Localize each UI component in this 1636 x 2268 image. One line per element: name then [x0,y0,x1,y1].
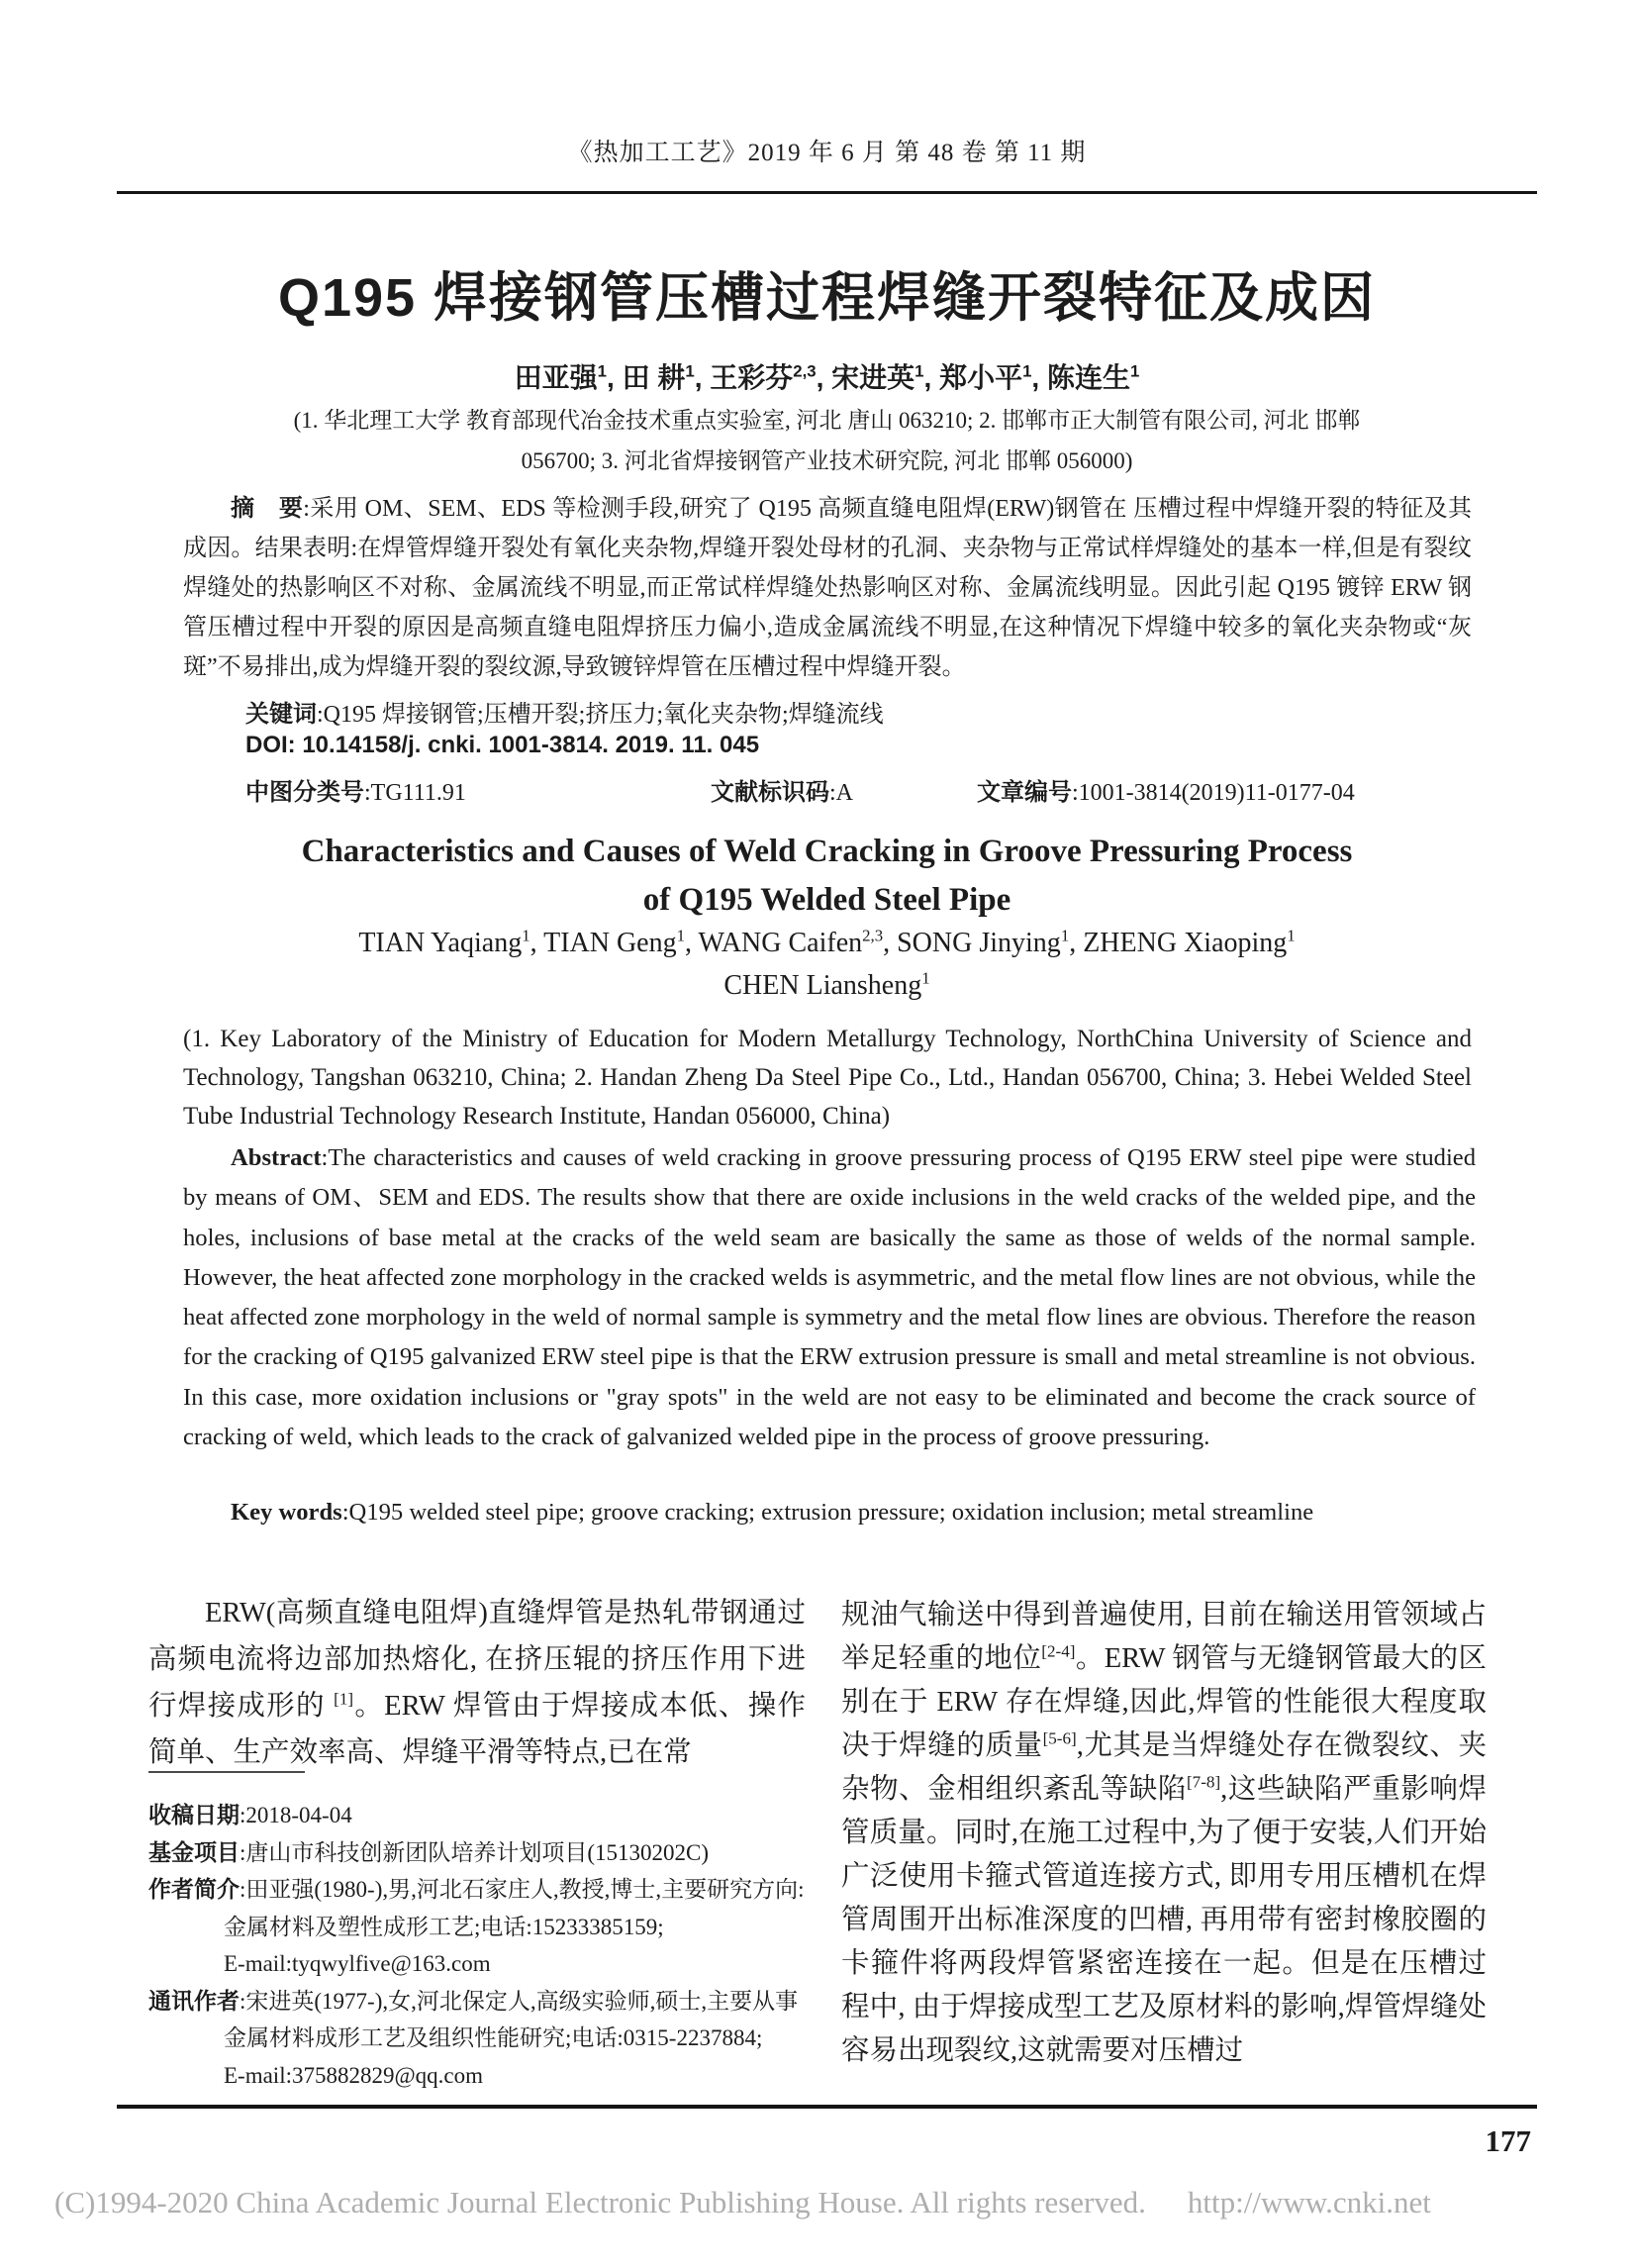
affiliation-en: (1. Key Laboratory of the Ministry of Education for Modern Metallurgy Technology, NorthChina University of Science and Technology, Tangshan 063210, China; 2. Handan Zheng Da Steel Pipe Co., Ltd., Handan 056700, China; 3. Hebei Welded Steel Tube Industrial Technology Research Institute, Handan 056000, China) [183,1026,1472,1130]
copyright-footer [54,2185,1539,2220]
title-en-line: Characteristics and Causes of Weld Cracking in Groove Pressuring Process [301,834,1353,869]
affiliation-cn-line: 056700; 3. 河北省焊接钢管产业技术研究院, 河北 邯郸 056000) [521,448,1133,473]
keywords-en [183,1499,1476,1527]
abstract-en-label: Abstract [231,1144,322,1171]
keywords-en-text: :Q195 welded steel pipe; groove cracking; extrusion pressure; oxidation inclusion; metal streamline [341,1499,1314,1526]
footer-rule [117,2105,1537,2109]
authors-en-line: CHEN Liansheng$^1$ [723,968,930,1001]
keywords-cn-label: 关键词 [245,701,317,728]
cnki-url: http://www.cnki.net [1187,2185,1431,2219]
title-en-line: of Q195 Welded Steel Pipe [642,882,1011,918]
footnote-fund-project: 基金项目:唐山市科技创新团队培养计划项目(15130202C) [148,1838,710,1865]
journal-header: 《热加工工艺》2019 年 6 月 第 48 卷 第 11 期 [567,140,1087,166]
footnote-rule [148,1771,305,1773]
authors-en [117,922,1537,1007]
authors-en-line: TIAN Yaqiang$^1$, TIAN Geng$^1$, WANG Caifen$^{2,3}$, SONG Jinying$^1$, ZHENG Xiaoping$^1$ [358,926,1296,958]
header-rule [117,191,1537,194]
keywords-en-label: Key words [231,1499,342,1526]
footnote-author-email: E-mail:tyqwylfive@163.com [224,1951,491,1976]
body-column-left: ERW(高频直缝电阻焊)直缝焊管是热轧带钢通过高频电流将边部加热熔化, 在挤压辊的挤压作用下进行焊接成形的 [1]。ERW 焊管由于焊接成本低、操作简单、生产效率高、焊缝平滑等特点,已在常 [148,1598,806,1768]
page-content [117,0,1537,2268]
abstract-cn [183,489,1472,687]
article-title-en [117,828,1537,925]
abstract-en-text: :The characteristics and causes of weld cracking in groove pressuring process of Q195 ERW steel pipe were studied by means of OM、SEM and EDS. The results show that there are oxide inclusions in the weld cracks of the welded pipe, and the holes, inclusions of base metal at the cracks of the weld seam are basically the same as those of welds of the normal sample. However, the heat affected zone morphology in the cracked welds is asymmetric, and the metal flow lines are not obvious, while the heat affected zone morphology in the weld of normal sample is symmetry and the metal flow lines are obvious. Therefore the reason for the cracking of Q195 galvanized ERW steel pipe is that the ERW extrusion pressure is small and metal streamline is not obvious. In this case, more oxidation inclusions or "gray spots" in the weld are not easy to be eliminated and become the crack source of cracking of weld, which leads to the crack of galvanized welded pipe in the process of groove pressuring. [183,1144,1476,1451]
body-column-right: 规油气输送中得到普遍使用, 目前在输送用管领域占举足轻重的地位[2-4]。ERW 钢管与无缝钢管最大的区别在于 ERW 存在焊缝,因此,焊管的性能很大程度取决于焊缝的质量[5-6],尤其是当焊缝处存在微裂纹、夹杂物、金相组织紊乱等缺陷[7-8],这些缺陷严重影响焊管质量。同时,在施工过程中,为了便于安装,人们开始广泛使用卡箍式管道连接方式, 即用专用压槽机在焊管周围开出标准深度的凹槽, 再用带有密封橡胶圈的卡箍件将两段焊管紧密连接在一起。但是在压槽过程中, 由于焊接成型工艺及原材料的影响,焊管焊缝处容易出现裂纹,这就需要对压槽过 [841,1600,1487,2066]
clc-number: 中图分类号:TG111.91 [245,779,466,806]
footnote-corresponding-author: 通讯作者:宋进英(1977-),女,河北保定人,高级实验师,硕士,主要从事金属材料成形工艺及组织性能研究;电话:0315-2237884; [148,1987,799,2050]
doi: DOI: 10.14158/j. cnki. 1001-3814. 2019. 11. 045 [245,732,760,758]
keywords-cn-text: :Q195 焊接钢管;压槽开裂;挤压力;氧化夹杂物;焊缝流线 [317,702,884,728]
abstract-cn-text: :采用 OM、SEM、EDS 等检测手段,研究了 Q195 高频直缝电阻焊(ERW)钢管在 压槽过程中焊缝开裂的特征及其成因。结果表明:在焊管焊缝开裂处有氧化夹杂物,焊缝开裂处母材的孔洞、夹杂物与正常试样焊缝处的基本一样,但是有裂纹焊缝处的热影响区不对称、金属流线不明显,而正常试样焊缝处热影响区对称、金属流线明显。因此引起 Q195 镀锌 ERW 钢管压槽过程中开裂的原因是高频直缝电阻焊挤压力偏小,造成金属流线不明显,在这种情况下焊缝中较多的氧化夹杂物或“灰斑”不易排出,成为焊缝开裂的裂纹源,导致镀锌焊管在压槽过程中焊缝开裂。 [183,496,1472,680]
article-id: 文章编号:1001-3814(2019)11-0177-04 [977,779,1355,806]
copyright-text: (C)1994-2020 China Academic Journal Electronic Publishing House. All rights reserved. [54,2185,1146,2219]
footnote-author-bio: 作者简介:田亚强(1980-),男,河北石家庄人,教授,博士,主要研究方向:金属材料及塑性成形工艺;电话:15233385159; [148,1876,805,1939]
authors-cn: 田亚强$^1$, 田 耕$^1$, 王彩芬$^{2,3}$, 宋进英$^1$, 郑小平$^1$, 陈连生$^1$ [514,361,1140,393]
footnote-corresponding-email: E-mail:375882829@qq.com [224,2062,484,2088]
abstract-cn-label: 摘 要 [231,495,304,522]
affiliation-cn-line: (1. 华北理工大学 教育部现代冶金技术重点实验室, 河北 唐山 063210; 2. 邯郸市正大制管有限公司, 河北 邯郸 [293,408,1361,433]
footnotes [148,1797,810,2094]
classification-row [245,772,1522,806]
document-code: 文献标识码:A [711,779,853,806]
abstract-en [183,1138,1476,1457]
affiliations-cn [117,400,1537,481]
article-title-cn: Q195 焊接钢管压槽过程焊缝开裂特征及成因 [277,268,1377,328]
footnote-received-date: 收稿日期:2018-04-04 [148,1802,352,1827]
keywords-cn [245,694,1473,729]
page-number: 177 [1485,2123,1531,2158]
